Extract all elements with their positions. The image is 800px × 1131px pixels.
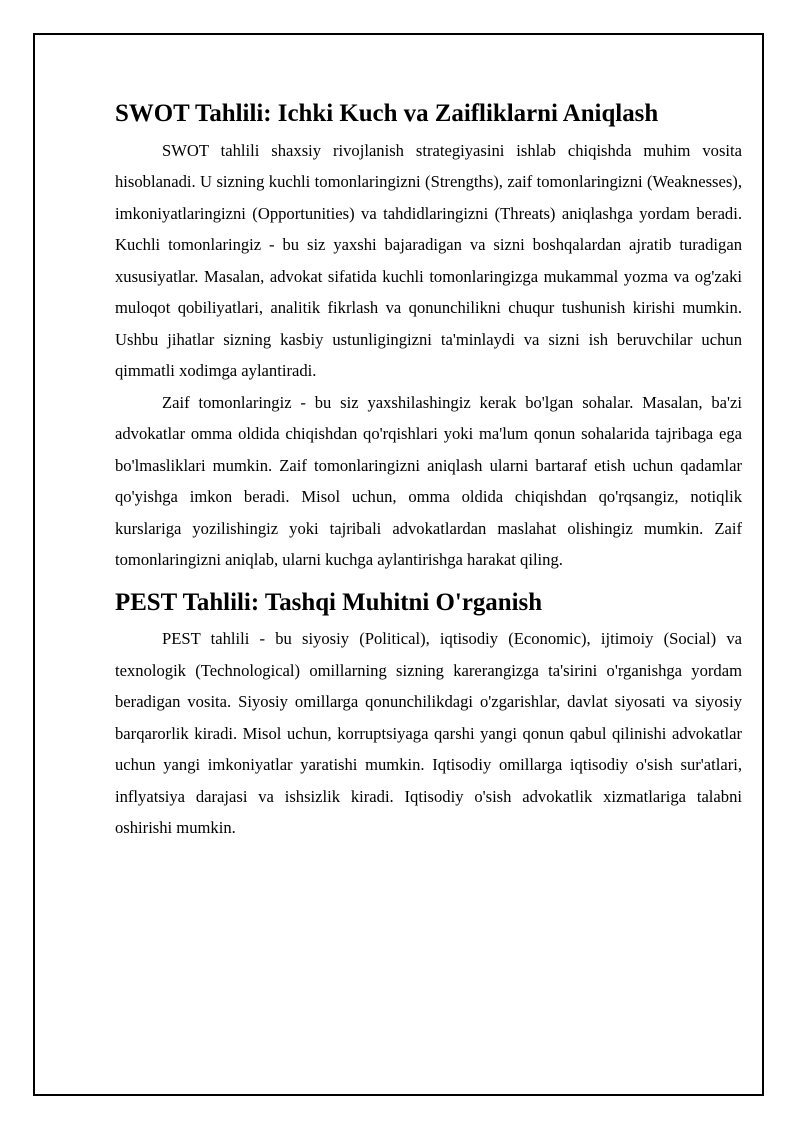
section-heading-swot: SWOT Tahlili: Ichki Kuch va Zaifliklarni Aniqlash bbox=[115, 100, 659, 127]
document-body bbox=[115, 98, 742, 844]
paragraph: Zaif tomonlaringiz - bu siz yaxshilashingiz kerak bo'lgan sohalar. Masalan, ba'zi advokatlar omma oldida chiqishdan qo'rqishlari yoki ma'lum qonun sohalarida tajribaga ega bo'lmasliklari mumkin. Zaif tomonlaringizni aniqlash ularni bartaraf etish uchun qadamlar qo'yishga imkon beradi. Misol uchun, omma oldida chiqishdan qo'rqsangiz, notiqlik kurslariga yozilishingiz yoki tajribali advokatlardan maslahat olishingiz mumkin. Zaif tomonlaringizni aniqlab, ularni kuchga aylantirishga harakat qiling. bbox=[115, 392, 742, 569]
section-heading-pest: PEST Tahlili: Tashqi Muhitni O'rganish bbox=[115, 588, 543, 616]
paragraph: SWOT tahlili shaxsiy rivojlanish strategiyasini ishlab chiqishda muhim vosita hisoblanadi. U sizning kuchli tomonlaringizni (Strengths), zaif tomonlaringizni (Weaknesses), imkoniyatlaringizni (Opportunities) va tahdidlaringizni (Threats) aniqlashga yordam beradi. Kuchli tomonlaringiz - bu siz yaxshi bajaradigan va sizni boshqalardan ajratib turadigan xususiyatlar. Masalan, advokat sifatida kuchli tomonlaringizga mukammal yozma va og'zaki muloqot qobiliyatlari, analitik fikrlash va qonunchilikni chuqur tushunish kirishi mumkin. Ushbu jihatlar sizning kasbiy ustunligingizni ta'minlaydi va sizni ish beruvchilar uchun qimmatli xodimga aylantiradi. bbox=[115, 140, 742, 380]
paragraph: PEST tahlili - bu siyosiy (Political), iqtisodiy (Economic), ijtimoiy (Social) va texnologik (Technological) omillarning sizning karerangizga ta'sirini o'rganishga yordam beradigan vosita. Siyosiy omillarga qonunchilikdagi o'zgarishlar, davlat siyosati va siyosiy barqarorlik kiradi. Misol uchun, korruptsiyaga qarshi yangi qonun qabul qilinishi advokatlar uchun yangi imkoniyatlar yaratishi mumkin. Iqtisodiy omillarga iqtisodiy o'sish sur'atlari, inflyatsiya darajasi va ishsizlik kiradi. Iqtisodiy o'sish advokatlik xizmatlariga talabni oshirishi mumkin. bbox=[115, 629, 742, 837]
